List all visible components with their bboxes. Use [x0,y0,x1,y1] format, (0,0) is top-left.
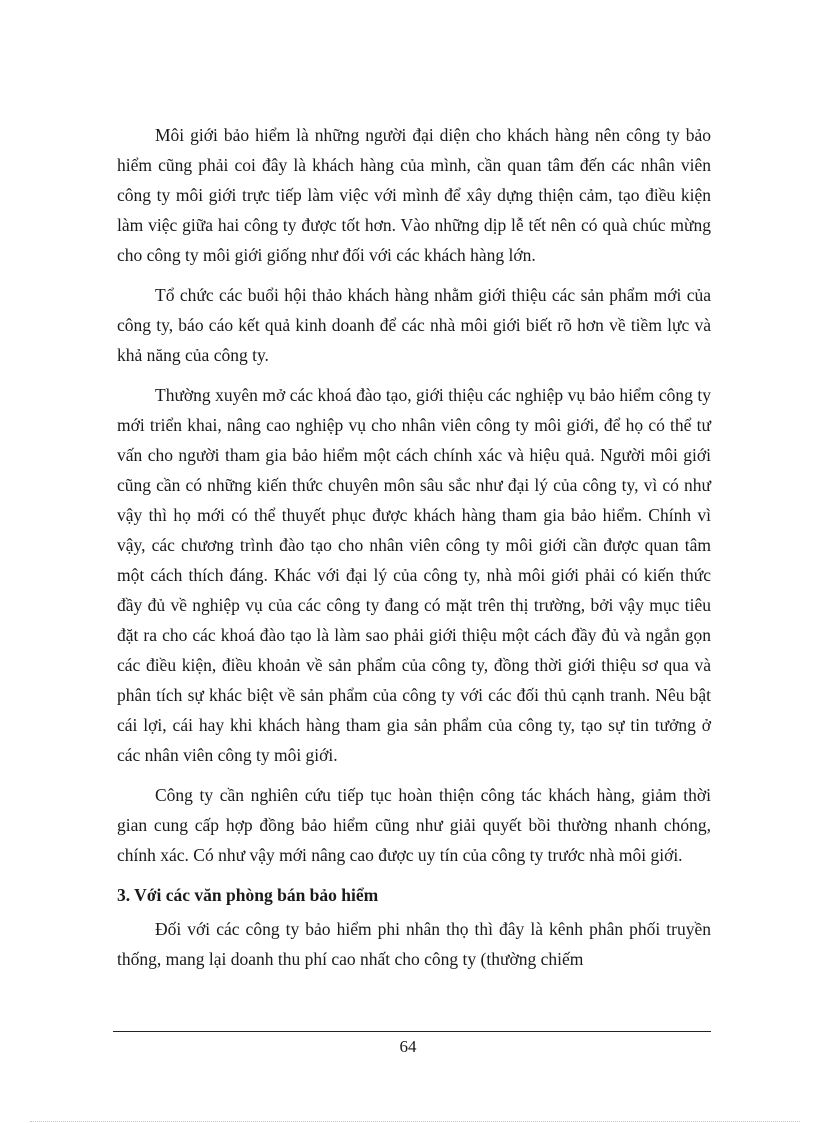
page-number: 64 [399,1037,417,1056]
paragraph-customer-service: Công ty cần nghiên cứu tiếp tục hoàn thiện công tác khách hàng, giảm thời gian cung cấp hợp đồng bảo hiểm cũng như giải quyết bồi thường nhanh chóng, chính xác. Có như vậy mới nâng cao được uy tín của công ty trước nhà môi giới. [117,785,711,865]
footer-divider [113,1031,711,1032]
paragraph-broker-relations: Môi giới bảo hiểm là những người đại diện cho khách hàng nên công ty bảo hiểm cũng phải coi đây là khách hàng của mình, cần quan tâm đến các nhân viên công ty môi giới trực tiếp làm việc với mình để xây dựng thiện cảm, tạo điều kiện làm việc giữa hai công ty được tốt hơn. Vào những dịp lễ tết nên có quà chúc mừng cho công ty môi giới giống như đối với các khách hàng lớn. [117,125,711,265]
paragraph-training-courses: Thường xuyên mở các khoá đào tạo, giới thiệu các nghiệp vụ bảo hiểm công ty mới triển khai, nâng cao nghiệp vụ cho nhân viên công ty môi giới, để họ có thể tư vấn cho người tham gia bảo hiểm một cách chính xác và hiệu quả. Người môi giới cũng cần có những kiến thức chuyên môn sâu sắc như đại lý của công ty, vì có như vậy thì họ mới có thể thuyết phục được khách hàng tham gia bảo hiểm. Chính vì vậy, các chương trình đào tạo cho nhân viên công ty môi giới cần được quan tâm một cách thích đáng. Khác với đại lý của công ty, nhà môi giới phải có kiến thức đầy đủ về nghiệp vụ của các công ty đang có mặt trên thị trường, bởi vậy mục tiêu đặt ra cho các khoá đào tạo là làm sao phải giới thiệu một cách đầy đủ và ngắn gọn các điều kiện, điều khoản về sản phẩm của công ty, đồng thời giới thiệu sơ qua và phân tích sự khác biệt về sản phẩm của công ty với các đối thủ cạnh tranh. Nêu bật cái lợi, cái hay khi khách hàng tham gia sản phẩm của công ty, tạo sự tin tưởng ở các nhân viên công ty môi giới. [117,385,711,765]
paragraph-customer-seminars: Tổ chức các buổi hội thảo khách hàng nhằm giới thiệu các sản phẩm mới của công ty, báo cáo kết quả kinh doanh để các nhà môi giới biết rõ hơn về tiềm lực và khả năng của công ty. [117,285,711,365]
section-heading: 3. Với các văn phòng bán bảo hiểm [117,885,379,905]
page-body [117,120,711,984]
paragraph-sales-offices: Đối với các công ty bảo hiểm phi nhân thọ thì đây là kênh phân phối truyền thống, mang lại doanh thu phí cao nhất cho công ty (thường chiếm [117,919,711,969]
page-bottom-border [30,1121,800,1122]
